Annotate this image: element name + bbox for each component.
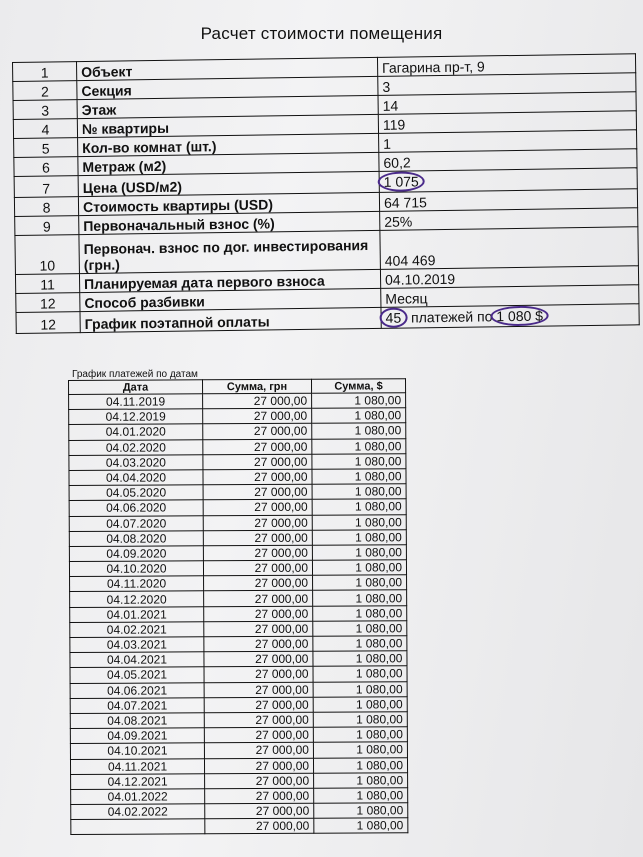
payment-date: 04.09.2021	[70, 728, 204, 744]
amount-usd: 1 080,00	[312, 453, 406, 469]
amount-uah: 27 000,00	[204, 682, 313, 698]
info-value: 60,2	[379, 149, 637, 172]
payment-date: 04.03.2020	[69, 455, 203, 471]
amount-usd: 1 080,00	[313, 636, 407, 652]
amount-uah: 27 000,00	[204, 636, 313, 652]
payment-date: 04.02.2021	[70, 622, 204, 638]
amount-usd: 1 080,00	[312, 545, 406, 561]
amount-usd: 1 080,00	[313, 666, 407, 682]
amount-usd: 1 080,00	[312, 484, 406, 500]
schedule-row	[70, 651, 407, 668]
payment-date: 04.01.2021	[70, 606, 204, 622]
info-value: Месяц	[381, 285, 639, 308]
amount-usd: 1 080,00	[312, 423, 406, 439]
schedule-row	[71, 803, 408, 820]
schedule-row	[70, 742, 407, 759]
payment-date	[71, 819, 205, 835]
schedule-row	[69, 499, 406, 516]
amount-uah: 27 000,00	[203, 439, 312, 455]
payment-date: 04.05.2021	[70, 667, 204, 683]
schedule-row	[69, 423, 406, 440]
info-num: 12	[16, 293, 80, 313]
amount-usd: 1 080,00	[312, 393, 406, 409]
info-label: Стоимость квартиры (USD)	[78, 192, 379, 215]
schedule-row	[69, 529, 406, 546]
schedule-row	[71, 772, 408, 789]
schedule-row	[70, 666, 407, 683]
amount-uah: 27 000,00	[204, 667, 313, 683]
schedule-row	[69, 408, 406, 425]
hand-drawn-circle: 45	[379, 308, 407, 328]
payment-date: 04.07.2021	[70, 698, 204, 714]
amount-usd: 1 080,00	[313, 742, 407, 758]
amount-uah: 27 000,00	[203, 408, 312, 424]
payment-date: 04.08.2020	[69, 530, 203, 546]
info-value: 25%	[380, 208, 638, 231]
amount-usd: 1 080,00	[314, 803, 408, 819]
schedule-row	[70, 681, 407, 698]
amount-uah: 27 000,00	[204, 712, 313, 728]
amount-uah: 27 000,00	[205, 788, 314, 804]
info-label: График поэтапной оплаты	[80, 307, 381, 332]
amount-uah: 27 000,00	[204, 727, 313, 743]
amount-uah: 27 000,00	[204, 743, 313, 759]
info-label: № квартиры	[77, 114, 378, 137]
amount-usd: 1 080,00	[312, 408, 406, 424]
info-label: Планируемая дата первого взноса	[79, 269, 380, 292]
info-value: 404 469	[380, 227, 639, 270]
column-header-date: Дата	[69, 380, 203, 395]
info-value: 04.10.2019	[380, 266, 638, 289]
info-num: 6	[14, 157, 78, 177]
payment-date: 04.06.2021	[70, 682, 204, 698]
amount-usd: 1 080,00	[314, 772, 408, 788]
amount-uah: 27 000,00	[204, 621, 313, 637]
info-label: Цена (USD/м2)	[78, 171, 379, 196]
schedule-row	[70, 757, 407, 774]
schedule-row	[69, 469, 406, 486]
amount-usd: 1 080,00	[313, 575, 407, 591]
info-value: 3	[378, 73, 636, 96]
info-label: Объект	[77, 57, 378, 80]
info-num: 8	[14, 197, 78, 217]
amount-uah: 27 000,00	[204, 758, 313, 774]
payment-schedule-table	[68, 378, 408, 835]
payment-date: 04.03.2021	[70, 637, 204, 653]
amount-uah: 27 000,00	[203, 393, 312, 409]
info-num: 4	[13, 119, 77, 139]
payment-date: 04.02.2020	[69, 439, 203, 455]
info-num: 11	[15, 274, 79, 294]
amount-uah: 27 000,00	[203, 484, 312, 500]
payment-date: 04.10.2020	[69, 561, 203, 577]
schedule-row	[70, 696, 407, 713]
schedule-row	[70, 727, 407, 744]
schedule-row	[71, 788, 408, 805]
payment-date: 04.11.2019	[69, 394, 203, 410]
info-value: 45 платежей по 1 080 $	[381, 304, 639, 329]
amount-uah: 27 000,00	[204, 575, 313, 591]
payment-date: 04.05.2020	[69, 485, 203, 501]
schedule-row	[69, 438, 406, 455]
schedule-row	[70, 636, 407, 653]
info-value: 14	[378, 92, 636, 115]
schedule-row	[70, 575, 407, 592]
amount-usd: 1 080,00	[313, 651, 407, 667]
amount-uah: 27 000,00	[203, 560, 312, 576]
schedule-row	[70, 621, 407, 638]
schedule-row	[69, 393, 406, 410]
schedule-row	[69, 560, 406, 577]
amount-usd: 1 080,00	[313, 696, 407, 712]
amount-usd: 1 080,00	[312, 438, 406, 454]
info-num: 5	[14, 138, 78, 158]
column-header-usd: Сумма, $	[311, 379, 405, 393]
payment-date: 04.11.2021	[70, 758, 204, 774]
document-title: Расчет стоимости помещения	[200, 24, 443, 43]
column-header-uah: Сумма, грн	[203, 379, 312, 394]
amount-usd: 1 080,00	[312, 529, 406, 545]
amount-usd: 1 080,00	[313, 590, 407, 606]
info-label: Кол-во комнат (шт.)	[78, 133, 379, 156]
info-label: Этаж	[77, 95, 378, 118]
payment-date: 04.11.2020	[70, 576, 204, 592]
info-num: 7	[14, 176, 78, 198]
info-label: Первоначальный взнос (%)	[79, 211, 380, 234]
amount-usd: 1 080,00	[314, 818, 408, 834]
info-num: 12	[16, 312, 80, 334]
schedule-row	[69, 484, 406, 501]
amount-uah: 27 000,00	[203, 454, 312, 470]
amount-uah: 27 000,00	[204, 606, 313, 622]
payment-date: 04.06.2020	[69, 500, 203, 516]
schedule-row	[69, 453, 406, 470]
info-label: Первонач. взнос по дог. инвестирования (грн.)	[79, 230, 381, 273]
amount-uah: 27 000,00	[204, 591, 313, 607]
info-value: 119	[378, 111, 636, 134]
info-num: 1	[13, 62, 77, 82]
info-label: Способ разбивки	[80, 288, 381, 311]
info-value: 1	[379, 130, 637, 153]
info-value: 64 715	[379, 189, 637, 212]
schedule-row	[70, 712, 407, 729]
payment-date: 04.09.2020	[69, 546, 203, 562]
schedule-row	[71, 818, 408, 835]
amount-uah: 27 000,00	[203, 424, 312, 440]
info-num: 2	[13, 81, 77, 101]
payment-date: 04.12.2021	[71, 773, 205, 789]
info-label: Метраж (м2)	[78, 152, 379, 175]
info-num: 9	[15, 216, 79, 236]
info-value: Гагарина пр-т, 9	[377, 54, 635, 77]
amount-uah: 27 000,00	[203, 530, 312, 546]
payment-date: 04.04.2021	[70, 652, 204, 668]
schedule-row	[70, 590, 407, 607]
apartment-info-table	[12, 53, 640, 334]
info-label: Секция	[77, 76, 378, 99]
amount-usd: 1 080,00	[313, 621, 407, 637]
schedule-row	[69, 514, 406, 531]
payment-date: 04.12.2019	[69, 409, 203, 425]
amount-usd: 1 080,00	[313, 727, 407, 743]
amount-usd: 1 080,00	[313, 757, 407, 773]
amount-uah: 27 000,00	[205, 818, 314, 834]
amount-uah: 27 000,00	[203, 500, 312, 516]
amount-uah: 27 000,00	[204, 651, 313, 667]
amount-uah: 27 000,00	[203, 515, 312, 531]
schedule-row	[69, 545, 406, 562]
amount-usd: 1 080,00	[313, 712, 407, 728]
amount-uah: 27 000,00	[205, 773, 314, 789]
info-num: 10	[15, 235, 80, 275]
payment-date: 04.01.2022	[71, 789, 205, 805]
amount-usd: 1 080,00	[314, 788, 408, 804]
payment-date: 04.07.2020	[69, 515, 203, 531]
amount-usd: 1 080,00	[312, 499, 406, 515]
hand-drawn-circle: 1 080 $	[490, 306, 549, 327]
schedule-row	[70, 605, 407, 622]
amount-usd: 1 080,00	[312, 514, 406, 530]
hand-drawn-circle: 1 075	[378, 171, 425, 192]
payment-date: 04.04.2020	[69, 470, 203, 486]
amount-usd: 1 080,00	[313, 681, 407, 697]
amount-uah: 27 000,00	[204, 697, 313, 713]
payment-date: 04.02.2022	[71, 804, 205, 820]
schedule-caption: График платежей по датам	[72, 369, 198, 380]
amount-uah: 27 000,00	[203, 545, 312, 561]
amount-uah: 27 000,00	[205, 803, 314, 819]
amount-uah: 27 000,00	[203, 469, 312, 485]
info-num: 3	[13, 100, 77, 120]
amount-usd: 1 080,00	[313, 605, 407, 621]
amount-usd: 1 080,00	[312, 560, 406, 576]
payment-date: 04.08.2021	[70, 713, 204, 729]
amount-usd: 1 080,00	[312, 469, 406, 485]
payment-date: 04.01.2020	[69, 424, 203, 440]
payment-date: 04.10.2021	[70, 743, 204, 759]
payment-date: 04.12.2020	[70, 591, 204, 607]
